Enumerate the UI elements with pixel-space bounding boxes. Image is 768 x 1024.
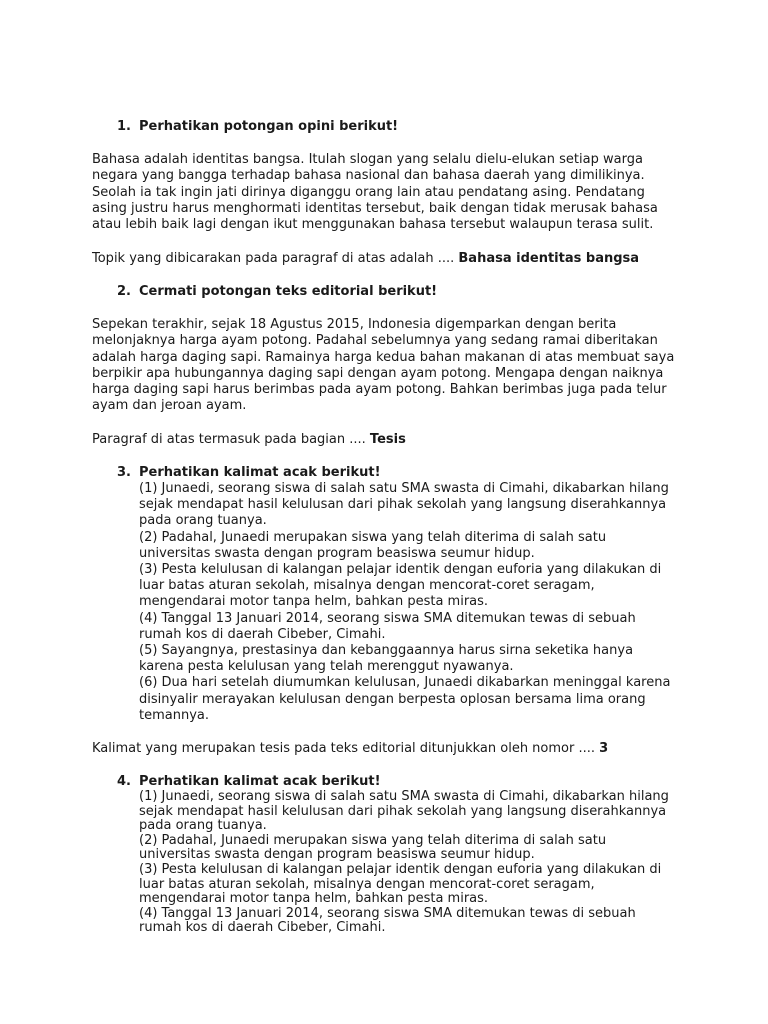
question-4-heading bbox=[117, 774, 381, 790]
question-2-answer-line bbox=[92, 432, 406, 448]
paragraph-line: negara yang bangga terhadap bahasa nasional dan bahasa daerah yang dimilikinya. bbox=[92, 168, 645, 184]
paragraph-line: melonjaknya harga ayam potong. Padahal sebelumnya yang sedang ramai diberitakan bbox=[92, 333, 658, 349]
list-item: pada orang tuanya. bbox=[139, 513, 267, 529]
answer-text: 3 bbox=[599, 741, 609, 756]
question-number: 2. bbox=[117, 284, 131, 299]
paragraph-line: berpikir apa hubungannya daging sapi dengan ayam potong. Mengapa dengan naiknya bbox=[92, 365, 664, 381]
list-item: (4) Tanggal 13 Januari 2014, seorang siswa SMA ditemukan tewas di sebuah bbox=[139, 610, 636, 626]
paragraph-line: Seolah ia tak ingin jati dirinya diganggu orang lain atau pendatang asing. Pendatang bbox=[92, 184, 645, 200]
question-prompt: Topik yang dibicarakan pada paragraf di atas adalah .... bbox=[92, 251, 455, 266]
question-number: 4. bbox=[117, 774, 131, 789]
list-item: sejak mendapat hasil kelulusan dari pihak sekolah yang langsung diserahkannya bbox=[139, 803, 667, 819]
list-item: universitas swasta dengan program beasiswa seumur hidup. bbox=[139, 847, 535, 863]
question-3-heading bbox=[117, 465, 381, 481]
answer-text: Tesis bbox=[369, 432, 406, 447]
list-item: rumah kos di daerah Cibeber, Cimahi. bbox=[139, 920, 386, 936]
question-number: 3. bbox=[117, 465, 131, 480]
question-3-answer-line bbox=[92, 741, 608, 757]
paragraph-line: asing justru harus menghormati identitas tersebut, baik dengan tidak merusak bahasa bbox=[92, 200, 658, 216]
list-item: pada orang tuanya. bbox=[139, 818, 267, 834]
list-item: temannya. bbox=[139, 707, 209, 723]
question-number: 1. bbox=[117, 119, 131, 134]
list-item: rumah kos di daerah Cibeber, Cimahi. bbox=[139, 626, 386, 642]
list-item: (2) Padahal, Junaedi merupakan siswa yang telah diterima di salah satu bbox=[139, 529, 607, 545]
question-heading-text: Cermati potongan teks editorial berikut! bbox=[139, 284, 438, 299]
question-1-paragraph bbox=[92, 152, 682, 233]
list-item: (5) Sayangnya, prestasinya dan kebanggaannya harus sirna seketika hanya bbox=[139, 643, 634, 659]
list-item: (4) Tanggal 13 Januari 2014, seorang siswa SMA ditemukan tewas di sebuah bbox=[139, 905, 636, 921]
list-item: sejak mendapat hasil kelulusan dari pihak sekolah yang langsung diserahkannya bbox=[139, 497, 667, 513]
list-item: mengendarai motor tanpa helm, bahkan pesta miras. bbox=[139, 891, 489, 907]
list-item: luar batas aturan sekolah, misalnya dengan mencorat-coret seragam, bbox=[139, 876, 595, 892]
paragraph-line: ayam dan jeroan ayam. bbox=[92, 398, 247, 414]
question-prompt: Paragraf di atas termasuk pada bagian .... bbox=[92, 432, 366, 447]
question-heading-text: Perhatikan potongan opini berikut! bbox=[139, 119, 399, 134]
list-item: mengendarai motor tanpa helm, bahkan pesta miras. bbox=[139, 594, 489, 610]
question-3-sentence-list bbox=[139, 481, 699, 724]
question-1-answer-line bbox=[92, 251, 639, 267]
paragraph-line: Bahasa adalah identitas bangsa. Itulah slogan yang selalu dielu-elukan setiap warga bbox=[92, 152, 643, 167]
list-item: (2) Padahal, Junaedi merupakan siswa yang telah diterima di salah satu bbox=[139, 832, 607, 848]
question-heading-text: Perhatikan kalimat acak berikut! bbox=[139, 774, 381, 789]
list-item: karena pesta kelulusan yang telah merenggut nyawanya. bbox=[139, 659, 514, 675]
question-2-paragraph bbox=[92, 317, 682, 415]
question-heading-text: Perhatikan kalimat acak berikut! bbox=[139, 465, 381, 480]
list-item: (1) Junaedi, seorang siswa di salah satu SMA swasta di Cimahi, dikabarkan hilang bbox=[139, 481, 669, 496]
question-1-heading bbox=[117, 119, 398, 135]
paragraph-line: harga daging sapi harus berimbas pada ayam potong. Bahkan berimbas juga pada telur bbox=[92, 382, 667, 398]
answer-text: Bahasa identitas bangsa bbox=[458, 251, 640, 266]
list-item: disinyalir merayakan kelulusan dengan berpesta oplosan bersama lima orang bbox=[139, 691, 646, 707]
list-item: (3) Pesta kelulusan di kalangan pelajar identik dengan euforia yang dilakukan di bbox=[139, 562, 662, 578]
question-4-sentence-list bbox=[139, 790, 699, 936]
paragraph-line: atau lebih baik lagi dengan ikut menggunakan bahasa tersebut walaupun terasa sulit. bbox=[92, 217, 654, 233]
question-2-heading bbox=[117, 284, 437, 300]
list-item: (1) Junaedi, seorang siswa di salah satu SMA swasta di Cimahi, dikabarkan hilang bbox=[139, 789, 669, 804]
paragraph-line: adalah harga daging sapi. Ramainya harga kedua bahan makanan di atas membuat saya bbox=[92, 349, 675, 365]
paragraph-line: Sepekan terakhir, sejak 18 Agustus 2015, Indonesia digemparkan dengan berita bbox=[92, 317, 617, 332]
list-item: universitas swasta dengan program beasiswa seumur hidup. bbox=[139, 545, 535, 561]
list-item: luar batas aturan sekolah, misalnya dengan mencorat-coret seragam, bbox=[139, 578, 595, 594]
question-prompt: Kalimat yang merupakan tesis pada teks editorial ditunjukkan oleh nomor .... bbox=[92, 741, 596, 756]
list-item: (3) Pesta kelulusan di kalangan pelajar identik dengan euforia yang dilakukan di bbox=[139, 861, 662, 877]
list-item: (6) Dua hari setelah diumumkan kelulusan, Junaedi dikabarkan meninggal karena bbox=[139, 675, 671, 691]
